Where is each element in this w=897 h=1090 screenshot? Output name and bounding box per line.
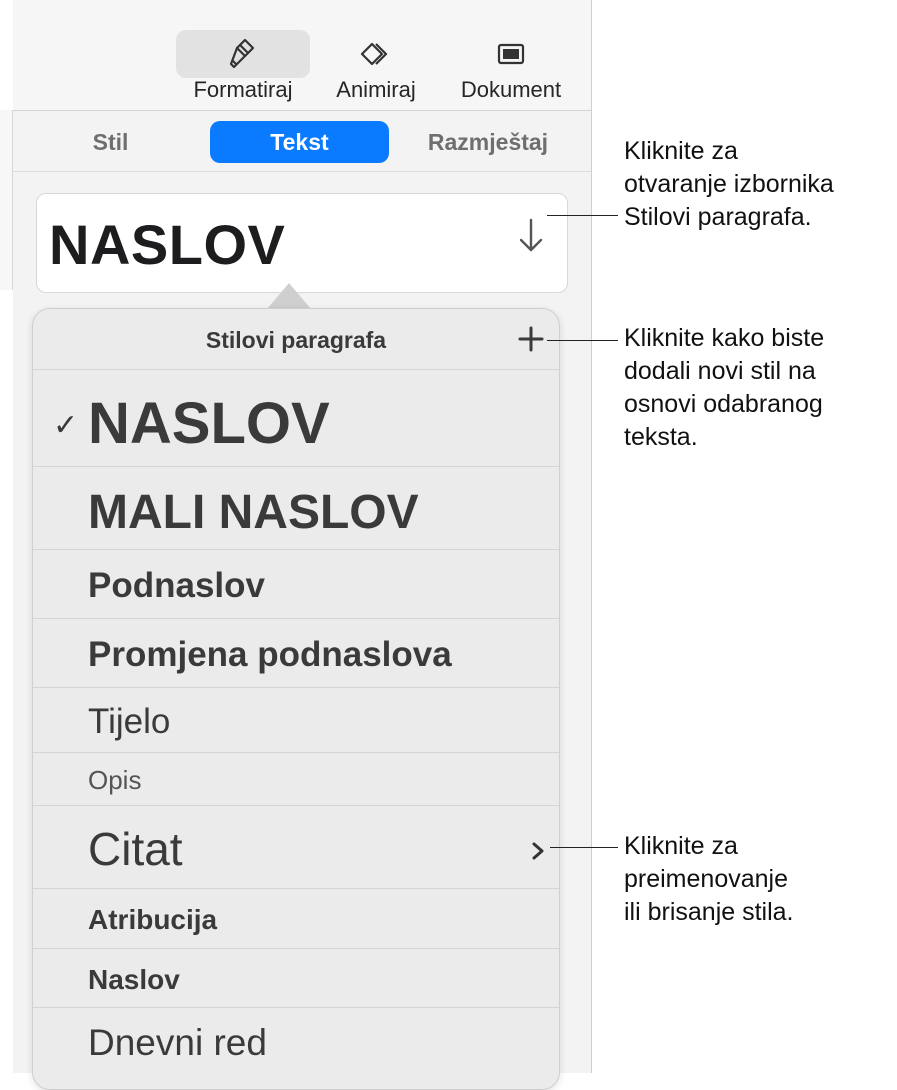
checkmark-icon: ✓	[53, 409, 79, 442]
tab-tekst[interactable]: Tekst	[210, 121, 389, 163]
callout-text-line: preimenovanje	[624, 865, 788, 893]
callout-text-line: teksta.	[624, 423, 698, 451]
callout-rename-delete	[624, 830, 794, 929]
chevron-right-icon[interactable]	[531, 841, 545, 861]
document-button-label: Dokument	[460, 77, 562, 102]
style-item-mali-naslov[interactable]	[33, 467, 559, 550]
paintbrush-icon	[223, 34, 263, 74]
arrow-down-icon[interactable]	[517, 216, 545, 256]
callout-text-line: ili brisanje stila.	[624, 898, 794, 926]
tab-stil[interactable]: Stil	[92, 129, 129, 155]
format-button-label: Formatiraj	[193, 77, 293, 102]
popover-pointer	[267, 283, 311, 309]
style-item-label: Tijelo	[88, 702, 171, 741]
style-item-label: Dnevni red	[88, 1022, 267, 1063]
callout-line-add-style	[547, 340, 618, 341]
animate-button-label: Animiraj	[336, 77, 416, 102]
tab-bar	[13, 111, 591, 172]
style-item-opis[interactable]	[33, 753, 559, 806]
document-edge	[0, 110, 13, 290]
tab-razmjestaj[interactable]: Razmještaj	[427, 129, 549, 155]
callout-text-line: dodali novi stil na	[624, 357, 816, 385]
current-style-name: NASLOV	[49, 213, 286, 276]
callout-open-menu	[624, 135, 834, 234]
document-icon	[491, 34, 531, 74]
format-sidebar	[13, 0, 592, 1073]
style-item-label: Promjena podnaslova	[88, 635, 452, 674]
style-item-promjena-podnaslova[interactable]	[33, 619, 559, 688]
popover-title: Stilovi paragrafa	[205, 327, 387, 353]
callout-text-line: Kliknite kako biste	[624, 324, 825, 352]
paragraph-styles-popover	[32, 308, 560, 1090]
callout-line-open-menu	[547, 215, 618, 216]
plus-icon[interactable]	[517, 325, 545, 353]
style-item-label: NASLOV	[88, 391, 330, 456]
style-item-label: Opis	[88, 765, 142, 795]
callout-text-line: Stilovi paragrafa.	[624, 203, 812, 231]
callout-text-line: osnovi odabranog	[624, 390, 823, 418]
diamond-icon	[356, 34, 396, 74]
callout-text-line: Kliknite za	[624, 137, 738, 165]
callout-line-rename	[550, 847, 618, 848]
animate-button[interactable]	[316, 30, 436, 106]
style-item-dnevni-red[interactable]	[33, 1008, 559, 1088]
style-item-podnaslov[interactable]	[33, 550, 559, 619]
callout-text-line: otvaranje izbornika	[624, 170, 834, 198]
style-item-naslov[interactable]	[33, 949, 559, 1008]
style-item-atribucija[interactable]	[33, 889, 559, 949]
callout-add-style	[624, 322, 824, 454]
style-item-tijelo[interactable]	[33, 688, 559, 753]
style-item-label: Atribucija	[88, 904, 218, 935]
style-item-label: Citat	[88, 823, 183, 875]
style-item-citat[interactable]	[33, 806, 559, 889]
popover-header	[33, 309, 559, 370]
callout-text-line: Kliknite za	[624, 832, 738, 860]
style-item-label: Naslov	[88, 964, 180, 995]
toolbar	[13, 0, 591, 111]
paragraph-style-selector[interactable]	[36, 193, 568, 293]
style-item-label: Podnaslov	[88, 566, 265, 605]
style-item-naslov-caps[interactable]	[33, 370, 559, 467]
format-button[interactable]	[176, 30, 310, 106]
style-item-label: MALI NASLOV	[88, 486, 419, 539]
document-button[interactable]	[443, 30, 579, 106]
